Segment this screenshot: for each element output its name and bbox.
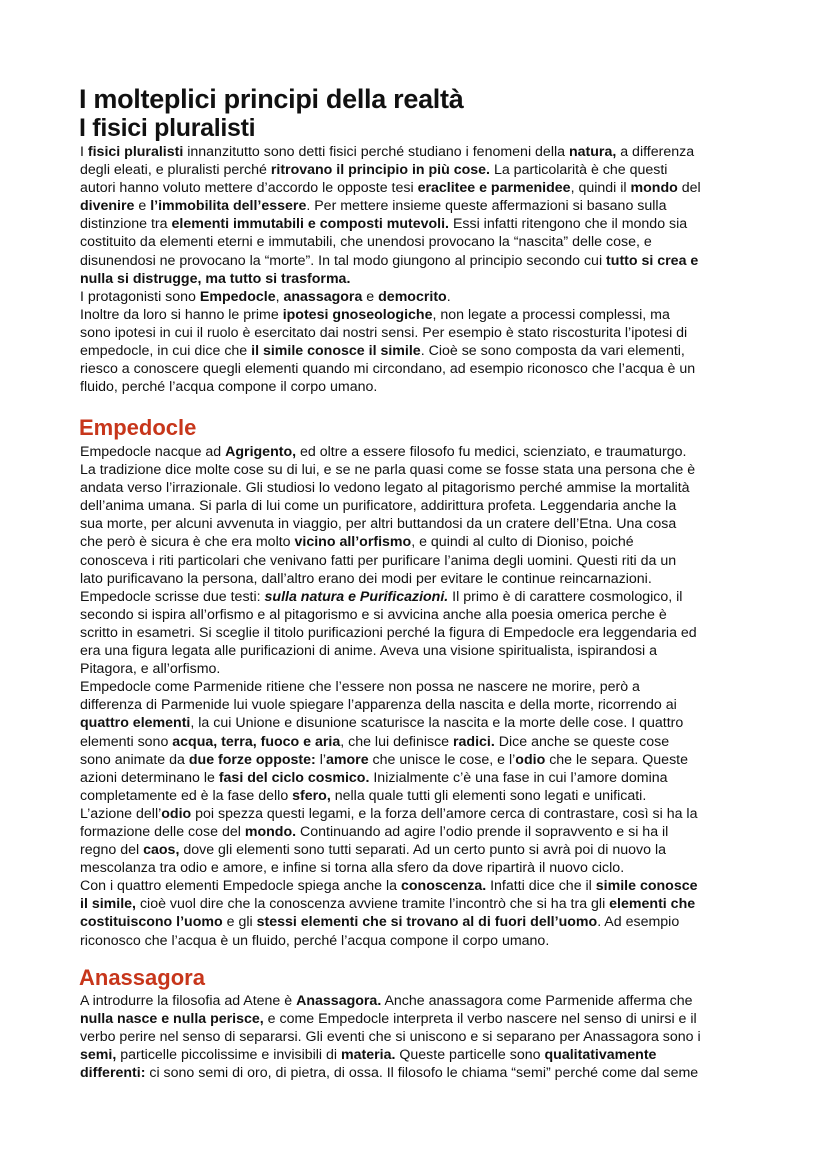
text-line: [80, 233, 701, 251]
body-text: I: [80, 144, 88, 160]
body-text: Con i quattro elementi Empedocle spiega anche la: [80, 878, 401, 895]
emphasis-text: natura,: [568, 144, 617, 160]
emphasis-text: stessi elementi che si trovano al di fuori dell’uomo: [256, 914, 598, 931]
body-text: nella quale tutti gli elementi sono legati e unificati.: [330, 787, 647, 804]
body-text: che però è sicura è che era molto: [80, 534, 295, 551]
text-line: [80, 913, 698, 931]
text-line: [80, 552, 698, 570]
text-line: [80, 252, 701, 270]
text-line: [80, 479, 698, 497]
text-line: [80, 823, 698, 841]
body-text: L’azione dell’: [80, 805, 162, 822]
body-text: e: [362, 288, 379, 305]
body-text: regno del: [80, 842, 144, 859]
body-text: particelle piccolissime e invisibili di: [116, 1047, 341, 1064]
body-text: sono ipotesi in cui il ruolo è esercitato dai nostri sensi. Per esempio è stato riscosturita l’ipotesi di: [80, 324, 688, 341]
text-line: [80, 143, 701, 161]
emphasis-text: elementi immutabili e composti mutevoli.: [171, 216, 449, 233]
body-text: degli eleati, e pluralisti perché: [80, 162, 271, 179]
body-text: , e quindi al culto di Dioniso, poiché: [411, 534, 634, 551]
body-text: distinzione tra: [80, 216, 172, 233]
body-text: costituito da elementi eterni e immutabili, che unendosi provocano la “nascita” delle cose, e: [80, 234, 652, 251]
body-text: elementi sono: [80, 733, 173, 750]
body-text: conosceva i riti particolari che venivano fatti per purificare l’anima degli uomini. Questi riti da un: [80, 552, 677, 569]
body-text: , non legate a processi complessi, ma: [432, 306, 670, 323]
body-text: Empedocle nacque ad: [80, 444, 226, 460]
emphasis-text: differenti:: [80, 1065, 146, 1082]
text-line: [80, 497, 698, 515]
body-text: I protagonisti sono: [80, 288, 200, 305]
text-line: [80, 660, 698, 678]
emphasis-text: il simile,: [80, 896, 136, 913]
text-line: [80, 769, 698, 787]
emphasis-text: ritrovano il principio in più cose.: [270, 162, 491, 179]
text-line: [80, 1064, 701, 1082]
body-text: dove gli elementi sono tutti separati. Ad un certo punto si avrà poi di nuovo la: [179, 842, 667, 859]
emphasis-text: odio: [161, 805, 192, 822]
emphasis-text: democrito: [378, 288, 447, 305]
body-text: verbo perire nel senso di separarsi. Gli eventi che si uniscono e si separano per Anassagora sono i: [80, 1029, 701, 1046]
emphasis-text: caos,: [143, 842, 180, 859]
text-line: [80, 1028, 701, 1046]
body-text: Dice anche se queste cose: [494, 733, 670, 750]
section-anassagora-body: [80, 992, 701, 1082]
body-text: che unisce le cose, e l’: [368, 751, 516, 768]
text-line: [80, 324, 701, 342]
page-subtitle: I fisici pluralisti: [79, 114, 256, 142]
body-text: andata verso l’irrazionale. Gli studiosi lo vedono legato al pitagorismo perché ammise la mortalità: [80, 480, 690, 497]
body-text: e come Empedocle interpreta il verbo nascere nel senso di unirsi e il: [263, 1011, 697, 1028]
emphasis-text: mondo: [630, 180, 678, 197]
emphasis-text: elementi che: [609, 896, 696, 913]
text-line: [80, 342, 701, 360]
body-text: La particolarità è che questi: [490, 162, 668, 179]
emphasis-text: nulla nasce e nulla perisce,: [80, 1011, 264, 1028]
emphasis-text: qualitativamente: [544, 1047, 657, 1064]
text-line: [80, 197, 701, 215]
section-heading-empedocle: Empedocle: [79, 415, 197, 440]
text-line: [80, 932, 698, 950]
body-text: empedocle, in cui dice che: [80, 343, 252, 360]
emphasis-text: semi,: [80, 1047, 117, 1064]
body-text: disunendosi ne provocano la “morte”. In tal modo giungono al principio secondo cui: [80, 252, 607, 269]
emphasis-text: fasi del ciclo cosmico.: [218, 769, 370, 786]
emphasis-text: sfero,: [292, 787, 331, 804]
body-text: . Per mettere insieme queste affermazioni si basano sulla: [306, 198, 667, 215]
emphasis-text: odio: [515, 751, 546, 768]
body-text: Infatti dice che il: [486, 878, 596, 895]
emphasis-text: materia.: [341, 1047, 396, 1064]
text-line: [80, 1046, 701, 1064]
text-line: [80, 841, 698, 859]
text-line: [80, 895, 698, 913]
body-text: poi spezza questi legami, e la forza dell’amore cerca di contrastare, così si ha la: [191, 805, 698, 822]
emphasis-text: eraclitee e parmenidee: [417, 180, 571, 197]
body-text: riconosco che l’acqua è un fluido, perché l’acqua compone il corpo umano.: [80, 932, 550, 949]
text-line: [80, 733, 698, 751]
emphasis-text: anassagora: [283, 288, 363, 305]
text-line: [80, 859, 698, 877]
text-line: [80, 877, 698, 895]
body-text: l’: [315, 751, 327, 768]
emphasis-text: il simile conosce il simile: [251, 343, 421, 360]
body-text: , che lui definisce: [340, 733, 454, 750]
section-intro-body: [80, 143, 701, 396]
emphasis-text: mondo.: [244, 823, 297, 840]
emphasis-text: Empedocle: [199, 288, 276, 305]
text-line: [80, 570, 698, 588]
text-line: [80, 678, 698, 696]
emphasis-text: radici.: [453, 733, 495, 750]
body-text: Queste particelle sono: [395, 1047, 545, 1064]
body-text: a differenza: [616, 144, 695, 160]
text-line: [80, 992, 701, 1010]
emphasis-text: acqua, terra, fuoco e aria: [172, 733, 341, 750]
section-empedocle-body: [80, 443, 698, 950]
body-text: , quindi il: [570, 180, 631, 197]
text-line: [80, 751, 698, 769]
text-line: [80, 515, 698, 533]
body-text: e: [134, 198, 151, 215]
body-text: riesco a conoscere quegli elementi quando mi circondano, ad esempio riconosco che l’acqua è un: [80, 361, 696, 378]
text-line: [80, 805, 698, 823]
emphasis-text: simile conosce: [595, 878, 698, 895]
page-title: I molteplici principi della realtà: [79, 84, 464, 114]
body-text: Empedocle come Parmenide ritiene che l’essere non possa ne nascere ne morire, però a: [80, 679, 640, 696]
body-text: mescolanza tra odio e amore, e infine si torna alla sfero da dove ripartirà il nuovo ciclo.: [80, 860, 625, 877]
body-text: Continuando ad agire l’odio prende il sopravvento e si ha il: [296, 823, 669, 840]
emphasis-text: tutto si crea e: [606, 252, 699, 269]
body-text: autori hanno voluto mettere d’accordo le opposte tesi: [80, 180, 418, 197]
body-text: Inizialmente c’è una fase in cui l’amore domina: [369, 769, 668, 786]
body-text: dell’anima umana. Si parla di lui come un purificatore, addirittura profeta. Leggendaria anche la: [80, 498, 677, 515]
body-text: , la cui Unione e disunione scaturisce la nascita e la morte delle cose. I quattro: [190, 715, 684, 732]
emphasis-text: fisici pluralisti: [87, 144, 184, 160]
body-text: completamente ed è la fase dello: [80, 787, 293, 804]
body-text: formazione delle cose del: [80, 823, 245, 840]
emphasis-text: conoscenza.: [401, 878, 487, 895]
body-text: La tradizione dice molte cose su di lui, e se ne parla quasi come se fosse stata una persona che è: [80, 462, 696, 479]
text-line: [80, 696, 698, 714]
body-text: era una figura legata alle purificazioni di anime. Aveva una visione spiritualista, ispirandosi a: [80, 643, 658, 660]
text-line: [80, 215, 701, 233]
body-text: ,: [275, 288, 284, 305]
text-line: [80, 787, 698, 805]
body-text: innanzitutto sono detti fisici perché studiano i fenomeni della: [183, 144, 569, 160]
body-text: Pitagora, e all’orfismo.: [80, 661, 221, 678]
emphasis-text: costituiscono l’uomo: [80, 914, 223, 931]
body-text: secondo si ispira all’orfismo e al pitagorismo e si avvicina anche alla poesia omerica perche è: [80, 606, 667, 623]
text-line: [80, 1010, 701, 1028]
text-line: [80, 714, 698, 732]
emphasis-text: Anassagora.: [296, 993, 382, 1009]
text-line: [80, 624, 698, 642]
body-text: che le separa. Queste: [545, 751, 688, 768]
text-line: [80, 533, 698, 551]
body-text: lato purificavano la persona, dall’altro erano dei modi per evitare le continue reincarnazioni.: [80, 570, 652, 587]
emphasis-text: vicino all’orfismo: [294, 534, 412, 551]
text-line: [80, 161, 701, 179]
body-text: cioè vuol dire che la conoscenza avviene tramite l’incontrò che si ha tra gli: [136, 896, 610, 913]
emphasis-text: amore: [326, 751, 369, 768]
body-text: Empedocle scrisse due testi:: [80, 588, 265, 605]
body-text: fluido, perché l’acqua compone il corpo umano.: [80, 379, 378, 396]
body-text: A introdurre la filosofia ad Atene è: [80, 993, 297, 1009]
emphasis-text: l’immobilita dell’essere: [150, 198, 307, 215]
text-line: [80, 588, 698, 606]
emphasis-text: Agrigento,: [225, 444, 297, 460]
emphasis-text: sulla natura e Purificazioni.: [264, 588, 449, 605]
body-text: Anche anassagora come Parmenide afferma che: [381, 993, 693, 1009]
text-line: [80, 443, 698, 461]
section-heading-anassagora: Anassagora: [79, 965, 205, 990]
emphasis-text: due forze opposte:: [188, 751, 316, 768]
body-text: . Cioè se sono composta da vari elementi,: [420, 343, 685, 360]
body-text: Il primo è di carattere cosmologico, il: [448, 588, 683, 605]
text-line: [80, 306, 701, 324]
emphasis-text: quattro elementi: [80, 715, 191, 732]
text-line: [80, 270, 701, 288]
body-text: . Ad esempio: [597, 914, 680, 931]
body-text: sua morte, per alcuni avvenuta in viaggio, per altri buttandosi da un cratere dell’Etna. Una cosa: [80, 516, 677, 533]
text-line: [80, 461, 698, 479]
body-text: e gli: [222, 914, 257, 931]
body-text: Inoltre da loro si hanno le prime: [80, 306, 283, 323]
text-line: [80, 606, 698, 624]
body-text: .: [446, 288, 451, 305]
body-text: sono animate da: [80, 751, 189, 768]
body-text: Essi infatti ritengono che il mondo sia: [449, 216, 688, 233]
text-line: [80, 378, 701, 396]
body-text: ci sono semi di oro, di pietra, di ossa. Il filosofo le chiama “semi” perché come dal seme: [145, 1065, 699, 1082]
body-text: ed oltre a essere filosofo fu medici, scienziato, e traumaturgo.: [296, 444, 687, 460]
emphasis-text: divenire: [80, 198, 135, 215]
text-line: [80, 360, 701, 378]
body-text: azioni determinano le: [80, 769, 219, 786]
text-line: [80, 179, 701, 197]
text-line: [80, 288, 701, 306]
emphasis-text: nulla si distrugge, ma tutto si trasforma.: [80, 270, 351, 287]
body-text: scritto in esametri. Si sceglie il titolo purificazioni perché la figura di Empedocle era leggendaria ed: [80, 624, 697, 641]
text-line: [80, 642, 698, 660]
body-text: del: [677, 180, 701, 197]
body-text: differenza di Parmenide lui vuole spiegare l’apparenza della nascita e della morte, ricorrendo ai: [80, 697, 677, 714]
emphasis-text: ipotesi gnoseologiche: [282, 306, 433, 323]
